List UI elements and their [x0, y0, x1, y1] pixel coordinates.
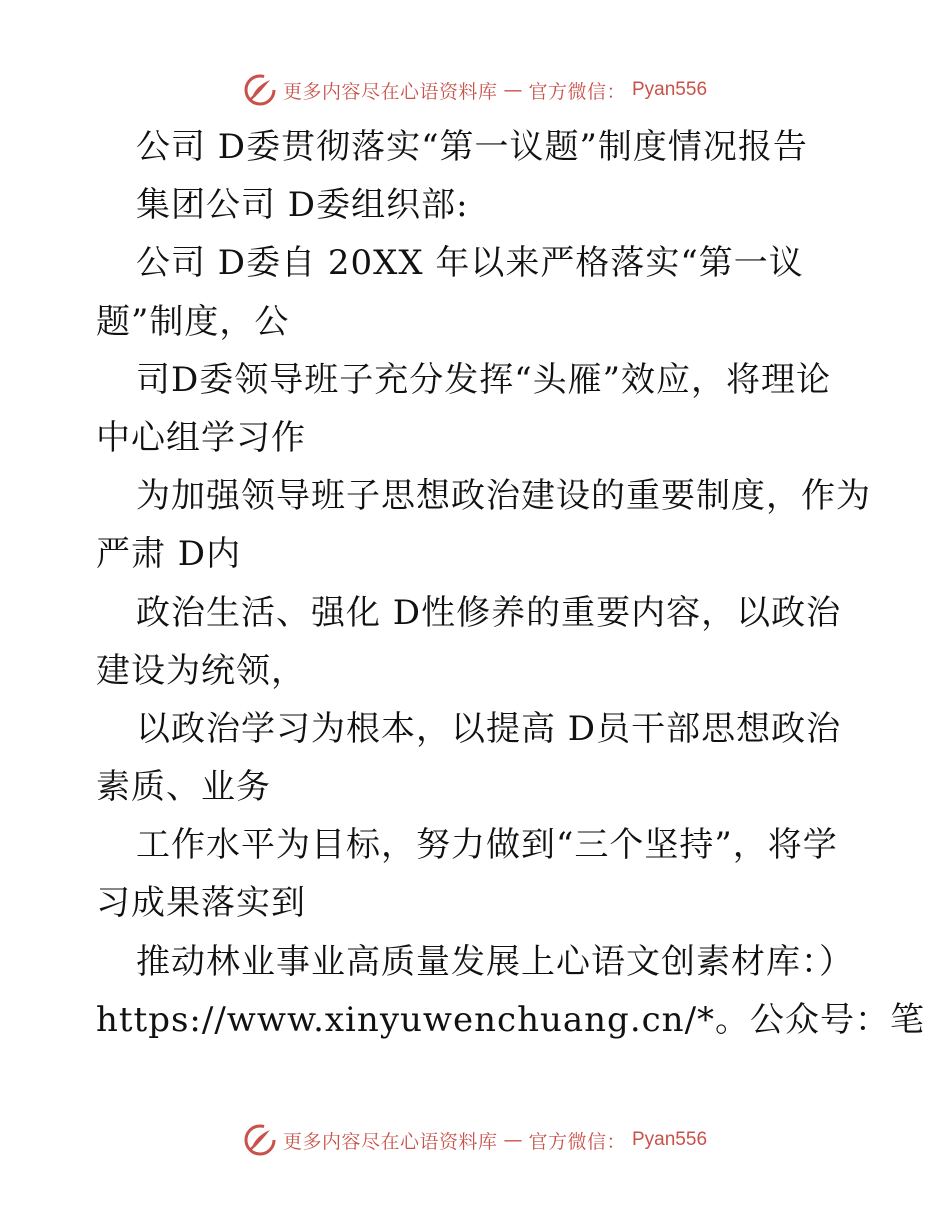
document-line: 政治生活、强化 D性修养的重要内容，以政治: [136, 592, 842, 633]
document-title: 公司 D委贯彻落实“第一议题”制度情况报告: [136, 127, 808, 167]
document-line: 工作水平为目标，努力做到“三个坚持”，将学: [136, 825, 838, 866]
footer-watermark: [0, 1122, 950, 1158]
document-body: [96, 118, 926, 1049]
document-line: 公司 D委自 20XX 年以来严格落实“第一议: [136, 243, 804, 284]
document-line: 推动林业事业高质量发展上心语文创素材库：）: [136, 941, 854, 982]
document-line: 严肃 D内: [96, 534, 242, 575]
watermark-wechat-id: Pyan556: [632, 1129, 708, 1150]
document-line: 素质、业务: [96, 767, 271, 808]
watermark-separator: —: [503, 1129, 523, 1151]
document-line: 题”制度，公: [96, 301, 290, 342]
ink-brush-logo-icon: [243, 73, 277, 107]
document-url-line: https://www.xinyuwenchuang.cn/*。公众号：笔: [96, 999, 926, 1040]
document-line: 以政治学习为根本，以提高 D员干部思想政治: [136, 708, 842, 749]
document-line: 习成果落实到: [96, 883, 306, 924]
watermark-wechat-id: Pyan556: [632, 79, 708, 100]
document-line: 为加强领导班子思想政治建设的重要制度，作为: [136, 476, 871, 517]
watermark-text: 更多内容尽在心语资料库: [282, 1130, 498, 1153]
ink-brush-logo-icon: [243, 1123, 277, 1157]
watermark-wechat-label: 官方微信：: [528, 80, 626, 103]
header-watermark: [0, 72, 950, 108]
document-recipient: 集团公司 D委组织部:: [136, 185, 469, 226]
watermark-text: 更多内容尽在心语资料库: [282, 80, 498, 103]
document-line: 建设为统领，: [96, 650, 306, 691]
watermark-separator: —: [503, 79, 523, 101]
watermark-wechat-label: 官方微信：: [528, 1130, 626, 1153]
document-line: 中心组学习作: [96, 417, 306, 458]
document-line: 司D委领导班子充分发挥“头雁”效应，将理论: [136, 359, 832, 400]
